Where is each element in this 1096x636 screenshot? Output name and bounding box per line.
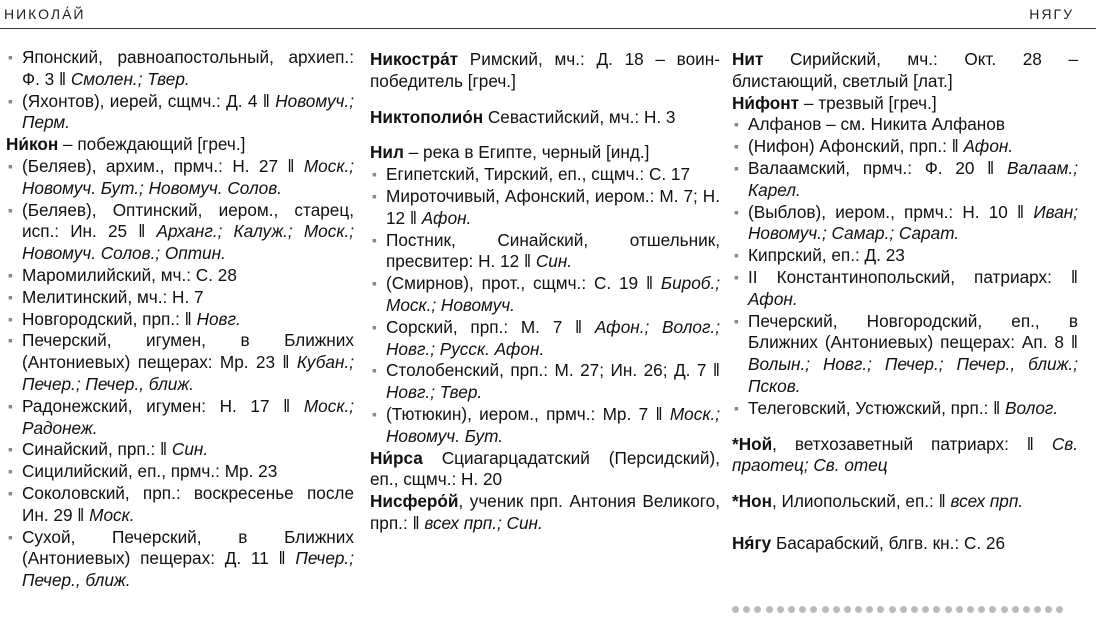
entry-refs: Моск.; Новомуч. Бут. — [386, 403, 720, 446]
sub-entry — [6, 461, 354, 483]
sub-entry — [732, 136, 1078, 158]
bullet-icon: ▪ — [734, 247, 739, 264]
bullet-icon: ▪ — [734, 268, 739, 285]
sub-entry — [370, 230, 720, 274]
entry-text: Кипрский, еп.: Д. 23 — [748, 245, 905, 266]
headword: *Нон — [732, 491, 772, 512]
entry-refs: Афон.; Волог.; Новг.; Русск. Афон. — [386, 316, 720, 359]
column-3 — [732, 49, 1078, 555]
dot — [1012, 606, 1019, 613]
bullet-icon: ▪ — [734, 116, 739, 133]
headword-entry — [370, 491, 720, 535]
bullet-icon: ▪ — [734, 138, 739, 155]
headword: Нил — [370, 142, 404, 163]
headword-entry — [732, 49, 1078, 93]
spacer — [732, 513, 1078, 533]
dot — [877, 606, 884, 613]
headword-entry — [732, 533, 1078, 555]
bullet-icon: ▪ — [734, 203, 739, 220]
sub-entry — [370, 164, 720, 186]
sub-entry — [6, 287, 354, 309]
bullet-icon: ▪ — [372, 362, 377, 379]
entry-text: (Тютюкин), иером., прмч.: Мр. 7 ‖ — [386, 403, 670, 424]
dot — [833, 606, 840, 613]
headword: Никтополио́н — [370, 106, 484, 127]
dot — [945, 606, 952, 613]
entry-text: Мелитинский, мч.: Н. 7 — [22, 286, 204, 307]
bullet-icon: ▪ — [8, 288, 13, 305]
entry-text: Печерский, игумен, в Ближних (Антониевых) пещерах: Мр. 23 ‖ — [22, 330, 354, 373]
entry-text: Сциагарцадатский (Персидский), еп., сщмч.: Н. 20 — [370, 447, 720, 490]
entry-text: (Яхонтов), иерей, сщмч.: Д. 4 ‖ — [22, 90, 276, 111]
entry-refs: Волын.; Новг.; Печер.; Печер., ближ.; Псков. — [748, 354, 1078, 396]
sub-entry — [732, 245, 1078, 267]
spacer — [732, 420, 1078, 434]
headword: Ня́гу — [732, 532, 772, 553]
dot — [889, 606, 896, 613]
entry-text: (Беляев), архим., прмч.: Н. 27 ‖ — [22, 155, 304, 176]
entry-text: – трезвый [греч.] — [799, 92, 937, 113]
entry-refs: Печер.; Печер., ближ. — [22, 548, 354, 591]
bullet-icon: ▪ — [8, 201, 13, 218]
sub-entry — [6, 91, 354, 135]
dot — [989, 606, 996, 613]
dot — [1045, 606, 1052, 613]
entry-refs: Афон. — [748, 288, 798, 309]
bullet-icon: ▪ — [8, 463, 13, 480]
entry-refs: Кубан.; Печер.; Печер., ближ. — [22, 352, 354, 394]
entry-refs: Син. — [535, 251, 573, 272]
sub-entry — [6, 527, 354, 592]
sub-entry — [6, 309, 354, 331]
spacer — [370, 93, 720, 107]
headword-entry — [732, 434, 1078, 478]
dot — [777, 606, 784, 613]
dot — [911, 606, 918, 613]
entry-text: II Константинопольский, патриарх: ‖ — [748, 266, 1078, 287]
dot — [743, 606, 750, 613]
entry-refs: Арханг.; Калуж.; Моск.; Новомуч. Солов.; Оптин. — [22, 221, 354, 264]
entry-text: Басарабский, блгв. кн.: С. 26 — [771, 532, 1006, 553]
sub-entry — [370, 273, 720, 317]
headword: Нит — [732, 49, 764, 69]
headword: Ни́фонт — [732, 92, 800, 113]
header-left: НИКОЛА́Й — [4, 6, 86, 22]
sub-entry — [732, 114, 1078, 136]
entry-refs: Моск. — [89, 504, 135, 525]
entry-text: (Выблов), иером., прмч.: Н. 10 ‖ — [748, 201, 1034, 222]
entry-refs: Новг.; Твер. — [386, 382, 483, 403]
sub-entry — [370, 360, 720, 404]
sub-entry — [6, 330, 354, 395]
bullet-icon: ▪ — [8, 332, 13, 349]
headword-entry — [370, 448, 720, 492]
dot — [1034, 606, 1041, 613]
entry-refs: всех прп. — [950, 491, 1024, 512]
bullet-icon: ▪ — [8, 49, 13, 65]
bullet-icon: ▪ — [734, 159, 739, 176]
headword: Нисферо́й — [370, 491, 459, 512]
bullet-icon: ▪ — [8, 157, 13, 174]
entry-text: Печерский, Новгородский, еп., в Ближних (Антониевых) пещерах: Ап. 8 ‖ — [748, 310, 1078, 353]
headword-entry — [6, 134, 354, 156]
running-header — [0, 0, 1096, 29]
dot — [732, 606, 739, 613]
dot — [844, 606, 851, 613]
headword-entry — [732, 491, 1078, 513]
entry-text: , ветхозаветный патриарх: ‖ — [772, 433, 1052, 454]
bullet-icon: ▪ — [372, 231, 377, 248]
dot — [788, 606, 795, 613]
dot — [922, 606, 929, 613]
column-2 — [370, 49, 720, 535]
entry-text: (Нифон) Афонский, прп.: ‖ — [748, 136, 964, 157]
headword-entry — [732, 93, 1078, 115]
entry-text: Римский, мч.: Д. 18 – воин-победитель [греч.] — [370, 49, 720, 91]
entry-text: – побеждающий [греч.] — [58, 134, 246, 155]
bullet-icon: ▪ — [8, 310, 13, 327]
bullet-icon: ▪ — [372, 318, 377, 335]
bullet-icon: ▪ — [372, 275, 377, 292]
entry-text: Сорский, прп.: М. 7 ‖ — [386, 316, 595, 337]
bullet-icon: ▪ — [372, 187, 377, 204]
dot — [1001, 606, 1008, 613]
header-right: НЯГУ — [1029, 6, 1074, 22]
entry-text: Севастийский, мч.: Н. 3 — [483, 106, 676, 127]
entry-text: Синайский, прп.: ‖ — [22, 439, 172, 460]
entry-refs: всех прп.; Син. — [424, 512, 543, 533]
spacer — [732, 477, 1078, 491]
entry-text: Валаамский, прмч.: Ф. 20 ‖ — [748, 157, 1008, 178]
dot — [1056, 606, 1063, 613]
sub-entry — [6, 483, 354, 527]
sub-entry — [732, 311, 1078, 398]
headword: Никостра́т — [370, 49, 459, 69]
entry-refs: Смолен.; Твер. — [70, 68, 190, 89]
dot — [810, 606, 817, 613]
entry-refs: Моск.; Новомуч. Бут.; Новомуч. Солов. — [22, 155, 354, 198]
dot — [754, 606, 761, 613]
entry-refs: Волог. — [1005, 397, 1059, 418]
bullet-icon: ▪ — [8, 92, 13, 109]
bullet-icon: ▪ — [8, 397, 13, 414]
entry-text: Японский, равноапостольный, архиеп.: Ф. 3 ‖ — [22, 47, 354, 89]
spacer — [370, 128, 720, 142]
end-dots-divider — [732, 600, 1072, 612]
headword: Ни́рса — [370, 447, 423, 468]
bullet-icon: ▪ — [372, 405, 377, 422]
sub-entry — [6, 200, 354, 265]
sub-entry — [370, 317, 720, 361]
sub-entry — [732, 267, 1078, 311]
sub-entry — [370, 404, 720, 448]
entry-refs: Бироб.; Моск.; Новомуч. — [386, 273, 720, 315]
entry-refs: Новг. — [196, 308, 241, 329]
column-1 — [6, 47, 354, 592]
entry-text: Сухой, Печерский, в Ближних (Антониевых) пещерах: Д. 11 ‖ — [22, 526, 354, 569]
entry-refs: Иван; Новомуч.; Самар.; Сарат. — [748, 201, 1078, 244]
entry-text: , ученик прп. Антония Великого, прп.: ‖ — [370, 491, 720, 533]
bullet-icon: ▪ — [734, 312, 739, 329]
entry-refs: Афон. — [421, 207, 472, 228]
bullet-icon: ▪ — [372, 166, 377, 183]
entry-text: – река в Египте, черный [инд.] — [403, 142, 650, 163]
dot — [799, 606, 806, 613]
sub-entry — [732, 158, 1078, 202]
dot — [933, 606, 940, 613]
bullet-icon: ▪ — [8, 266, 13, 283]
dot — [967, 606, 974, 613]
entry-text: (Беляев), Оптинский, иером., старец, исп.: Ин. 25 ‖ — [22, 199, 354, 242]
entry-text: Мироточивый, Афонский, иером.: М. 7; Н. 12 ‖ — [386, 185, 720, 228]
entry-text: Египетский, Тирский, еп., сщмч.: С. 17 — [386, 164, 691, 185]
sub-entry — [6, 156, 354, 200]
entry-text: Столобенский, прп.: М. 27; Ин. 26; Д. 7 ‖ — [386, 360, 720, 381]
headword-entry — [370, 107, 720, 129]
dot — [855, 606, 862, 613]
headword-entry — [370, 142, 720, 164]
dot — [978, 606, 985, 613]
entry-text: Постник, Синайский, отшельник, пресвитер: Н. 12 ‖ — [386, 229, 720, 272]
sub-entry — [6, 47, 354, 91]
sub-entry — [732, 202, 1078, 246]
entry-text: Сицилийский, еп., прмч.: Мр. 23 — [22, 461, 278, 482]
dot — [866, 606, 873, 613]
headword: *Ной — [732, 433, 773, 454]
bullet-icon: ▪ — [8, 528, 13, 545]
dot — [956, 606, 963, 613]
bullet-icon: ▪ — [8, 441, 13, 458]
entry-refs: Афон. — [963, 136, 1014, 157]
sub-entry — [732, 398, 1078, 420]
dot — [1023, 606, 1030, 613]
dot — [766, 606, 773, 613]
bullet-icon: ▪ — [734, 399, 739, 416]
entry-text: Алфанов – см. Никита Алфанов — [748, 114, 1005, 135]
entry-refs: Св. праотец; Св. отец — [732, 433, 1078, 476]
bullet-icon: ▪ — [8, 484, 13, 501]
sub-entry — [370, 186, 720, 230]
headword-entry — [370, 49, 720, 93]
headword: Ни́кон — [6, 134, 59, 155]
dot — [822, 606, 829, 613]
entry-text: Соколовский, прп.: воскресенье после Ин. 29 ‖ — [22, 482, 354, 525]
dot — [900, 606, 907, 613]
entry-text: (Смирнов), прот., сщмч.: С. 19 ‖ — [386, 273, 661, 294]
entry-refs: Син. — [171, 439, 209, 460]
entry-text: , Илиопольский, еп.: ‖ — [771, 491, 951, 512]
entry-text: Сирийский, мч.: Окт. 28 – блистающий, светлый [лат.] — [732, 49, 1078, 91]
sub-entry — [6, 439, 354, 461]
entry-text: Маромилийский, мч.: С. 28 — [22, 264, 237, 285]
entry-text: Радонежский, игумен: Н. 17 ‖ — [22, 395, 304, 416]
entry-refs: Новомуч.; Перм. — [22, 90, 354, 133]
sub-entry — [6, 265, 354, 287]
entry-text: Телеговский, Устюжский, прп.: ‖ — [748, 397, 1006, 418]
entry-refs: Моск.; Радонеж. — [22, 395, 354, 438]
entry-text: Новгородский, прп.: ‖ — [22, 308, 197, 329]
sub-entry — [6, 396, 354, 440]
entry-refs: Валаам.; Карел. — [748, 157, 1078, 200]
